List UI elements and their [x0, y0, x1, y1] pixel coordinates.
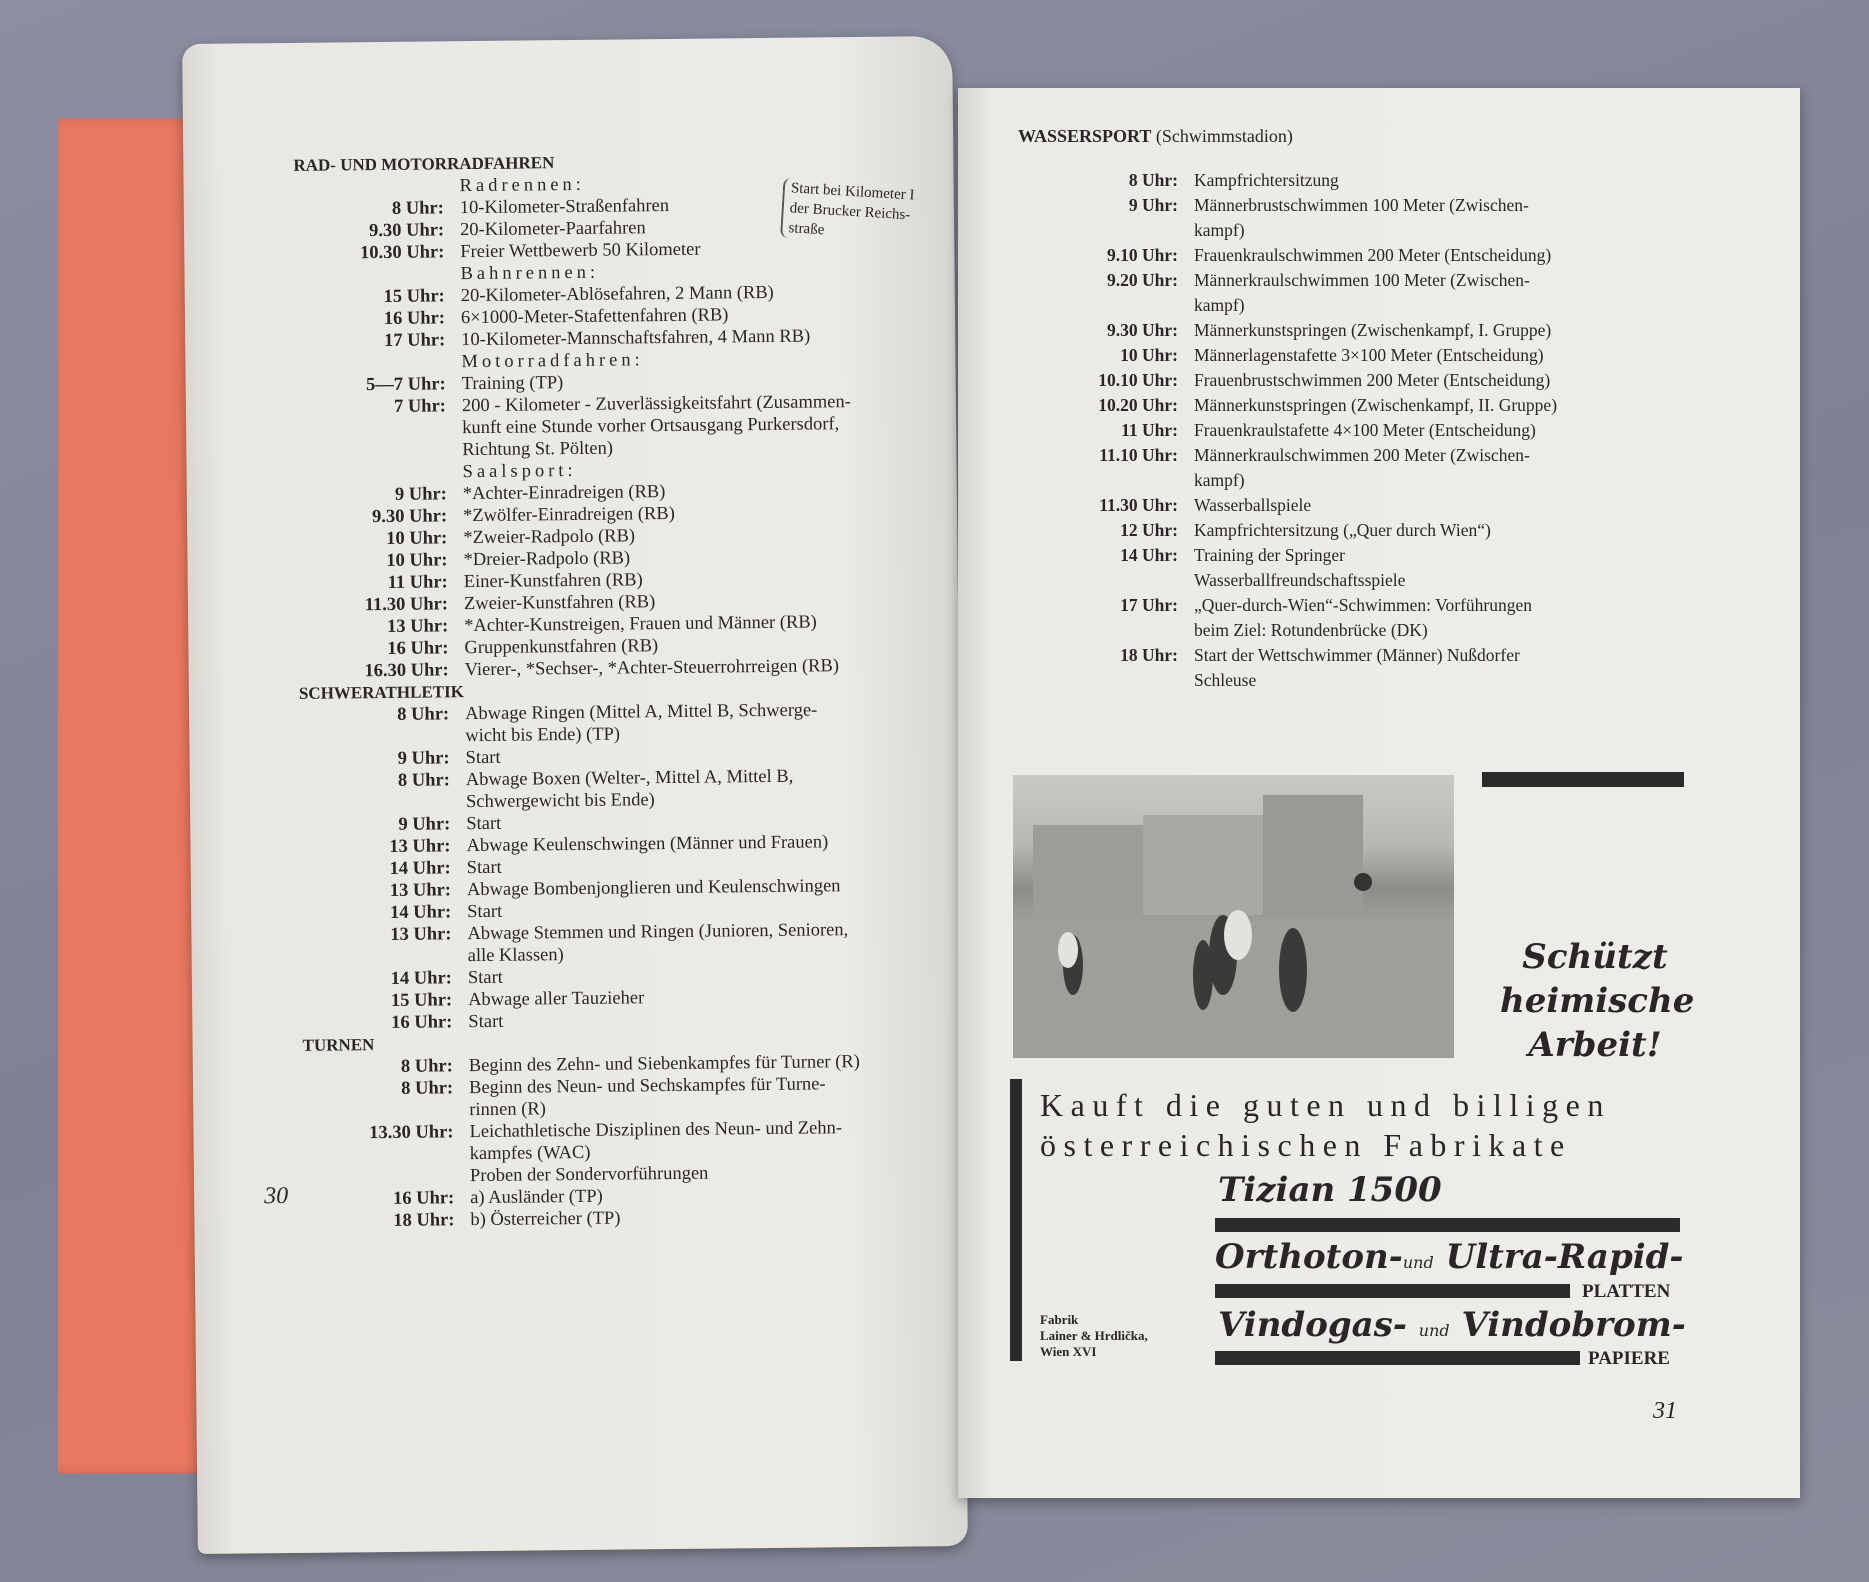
- ad-tagline: [1040, 1085, 1611, 1165]
- time-label: 9 Uhr:: [394, 484, 447, 505]
- tagline-line: österreichischen Fabrikate: [1040, 1127, 1572, 1163]
- football-scene-image: [1013, 775, 1454, 1058]
- time-label: [294, 263, 460, 287]
- brand-orthoton: Orthoton-: [1215, 1237, 1403, 1277]
- time-label: 9 Uhr:: [398, 814, 451, 835]
- time-label: [1018, 468, 1194, 493]
- event-text: *Achter-Einradreigen (RB): [462, 482, 666, 505]
- schedule-row: [1018, 593, 1557, 618]
- time-label: 10.30 Uhr:: [359, 242, 445, 264]
- event-text: Wasserballspiele: [1194, 495, 1312, 515]
- time-label: 13 Uhr:: [389, 836, 451, 857]
- time-label: 9.20 Uhr:: [1107, 270, 1178, 290]
- football-photo: [1013, 775, 1454, 1058]
- time-label: 14 Uhr:: [389, 858, 451, 879]
- time-label: 10.10 Uhr:: [1098, 370, 1178, 390]
- platten-label: PLATTEN: [1582, 1281, 1671, 1302]
- event-text: *Achter-Kunstreigen, Frauen und Männer (RB): [464, 612, 817, 637]
- time-label: 11 Uhr:: [387, 572, 448, 593]
- event-text: Vierer-, *Sechser-, *Achter-Steuerrohrreigen (RB): [464, 656, 840, 681]
- time-label: [1018, 293, 1194, 318]
- page-number: 31: [1653, 1398, 1677, 1424]
- schedule-row: [304, 1205, 861, 1233]
- start-note: [780, 178, 915, 246]
- time-label: 9 Uhr:: [1128, 195, 1178, 215]
- fabrik-line: Wien XVI: [1040, 1344, 1097, 1359]
- schedule-row: [1018, 343, 1557, 368]
- time-label: 14 Uhr:: [390, 968, 453, 989]
- time-label: 16 Uhr:: [392, 1188, 455, 1209]
- time-label: [303, 1099, 469, 1123]
- event-text: wicht bis Ende) (TP): [465, 724, 621, 747]
- time-label: 8 Uhr:: [1128, 170, 1178, 190]
- event-text: Abwage Bombenjonglieren und Keulenschwingen: [466, 876, 841, 901]
- event-text: Saalsport:: [462, 460, 577, 483]
- event-text: Start: [467, 901, 503, 923]
- event-text: Abwage aller Tauzieher: [468, 988, 645, 1011]
- event-text: Frauenkraulstafette 4×100 Meter (Entscheidung): [1194, 420, 1536, 440]
- schedule-row: [1018, 243, 1557, 268]
- tagline-line: Kauft die guten und billigen: [1040, 1087, 1611, 1123]
- schedule-row: [1018, 668, 1557, 693]
- time-label: 8 Uhr:: [400, 1056, 453, 1077]
- event-text: *Zweier-Radpolo (RB): [463, 526, 636, 549]
- event-text: kampfes (WAC): [469, 1142, 591, 1165]
- time-label: 14 Uhr:: [1120, 545, 1178, 565]
- event-text: 10-Kilometer-Mannschaftsfahren, 4 Mann RB): [461, 326, 811, 351]
- time-label: 11.10 Uhr:: [1099, 445, 1178, 465]
- decorative-bar: [1215, 1351, 1580, 1365]
- heading-title: WASSERSPORT: [1018, 126, 1152, 146]
- event-text: Start: [468, 1011, 504, 1033]
- event-text: Abwage Stemmen und Ringen (Junioren, Senioren,: [467, 920, 849, 945]
- schedule-row: [1018, 318, 1557, 343]
- event-text: Start: [467, 967, 503, 989]
- schedule-row: [1018, 393, 1557, 418]
- time-label: 10 Uhr:: [386, 528, 448, 549]
- time-label: [1018, 668, 1194, 693]
- event-text: Beginn des Neun- und Sechskampfes für Turne-: [468, 1074, 826, 1099]
- event-text: Freier Wettbewerb 50 Kilometer: [460, 239, 701, 263]
- event-text: „Quer-durch-Wien“-Schwimmen: Vorführungen: [1194, 595, 1532, 615]
- event-text: Start: [466, 813, 502, 835]
- time-label: 9 Uhr:: [397, 748, 450, 769]
- event-text: 200 - Kilometer - Zuverlässigkeitsfahrt (Zusammen-: [461, 392, 851, 417]
- event-text: Training (TP): [461, 373, 564, 395]
- time-label: 9.30 Uhr:: [371, 506, 448, 528]
- event-text: kunft eine Stunde vorher Ortsausgang Purkersdorf,: [462, 414, 840, 439]
- schedule-row: [1018, 618, 1557, 643]
- event-text: 6×1000-Meter-Stafettenfahren (RB): [460, 305, 729, 329]
- time-label: [295, 351, 461, 375]
- time-label: 11 Uhr:: [1121, 420, 1178, 440]
- slogan-line: heimische: [1500, 981, 1695, 1021]
- time-label: 5—7 Uhr:: [365, 374, 446, 396]
- slogan-line: Arbeit!: [1528, 1025, 1662, 1065]
- product-orthoton: [1215, 1237, 1684, 1277]
- time-label: 11.30 Uhr:: [364, 594, 449, 616]
- time-label: [1018, 618, 1194, 643]
- schedule-row: [1018, 268, 1557, 293]
- ad-slogan: [1500, 935, 1695, 1067]
- note-line: der Brucker Reichs-: [789, 200, 911, 224]
- papiere-label: PAPIERE: [1588, 1348, 1670, 1369]
- event-text: Abwage Ringen (Mittel A, Mittel B, Schwerge-: [465, 700, 818, 725]
- event-text: Radrennen:: [459, 174, 585, 197]
- event-text: Männerlagenstafette 3×100 Meter (Entscheidung): [1194, 345, 1544, 365]
- event-text: Einer-Kunstfahren (RB): [463, 570, 643, 593]
- time-label: 9.30 Uhr:: [1107, 320, 1178, 340]
- schedule-row: [1018, 218, 1557, 243]
- event-text: Frauenbrustschwimmen 200 Meter (Entscheidung): [1194, 370, 1551, 390]
- left-schedule: [293, 149, 861, 1233]
- time-label: [296, 417, 462, 441]
- time-label: [1018, 218, 1194, 243]
- time-label: [304, 1143, 470, 1167]
- event-text: kampf): [1194, 220, 1245, 240]
- right-schedule: [1018, 168, 1557, 693]
- time-label: 17 Uhr:: [383, 330, 446, 351]
- schedule-row: [1018, 568, 1557, 593]
- event-text: rinnen (R): [469, 1099, 546, 1121]
- schedule-row: [1018, 518, 1557, 543]
- event-text: Männerbrustschwimmen 100 Meter (Zwischen-: [1194, 195, 1529, 215]
- time-label: 16.30 Uhr:: [364, 660, 449, 682]
- time-label: 10 Uhr:: [1120, 345, 1178, 365]
- schedule-row: [1018, 168, 1557, 193]
- time-label: 8 Uhr:: [391, 198, 444, 219]
- event-text: b) Österreicher (TP): [470, 1208, 621, 1231]
- brand-vindobrom: Vindobrom-: [1461, 1305, 1686, 1345]
- event-text: Proben der Sondervorführungen: [469, 1163, 709, 1187]
- event-text: Start der Wettschwimmer (Männer) Nußdorfer: [1194, 645, 1520, 665]
- event-text: Richtung St. Pölten): [462, 438, 614, 461]
- time-label: 15 Uhr:: [390, 990, 453, 1011]
- brand-vindogas: Vindogas-: [1218, 1305, 1407, 1345]
- fabrik-line: Fabrik: [1040, 1312, 1079, 1327]
- event-text: Abwage Keulenschwingen (Männer und Frauen): [466, 832, 829, 857]
- time-label: [302, 945, 468, 969]
- event-text: Beginn des Zehn- und Siebenkampfes für Turner (R): [468, 1052, 860, 1077]
- schedule-row: [1018, 493, 1557, 518]
- event-text: Männerkunstspringen (Zwischenkampf, II. Gruppe): [1194, 395, 1558, 415]
- time-label: [299, 725, 465, 749]
- event-text: kampf): [1194, 470, 1245, 490]
- event-text: alle Klassen): [467, 945, 564, 967]
- time-label: 18 Uhr:: [393, 1210, 455, 1231]
- time-label: [297, 461, 463, 485]
- event-text: Kampfrichtersitzung („Quer durch Wien“): [1194, 520, 1491, 540]
- manufacturer-info: [1040, 1312, 1148, 1360]
- event-text: SCHWERATHLETIK: [298, 682, 465, 703]
- event-text: Gruppenkunstfahren (RB): [464, 636, 659, 659]
- time-label: 13 Uhr:: [389, 880, 452, 901]
- event-text: RAD- UND MOTORRADFAHREN: [293, 153, 555, 175]
- time-label: 13.30 Uhr:: [369, 1122, 454, 1144]
- decorative-bar: [1215, 1284, 1570, 1298]
- note-line: Start bei Kilometer I: [790, 180, 915, 204]
- schedule-row: [1018, 193, 1557, 218]
- event-text: Kampfrichtersitzung: [1194, 170, 1339, 190]
- ad-vertical-bar: [1010, 1079, 1022, 1361]
- time-label: 13 Uhr:: [390, 924, 452, 945]
- event-text: Männerkunstspringen (Zwischenkampf, I. Gruppe): [1194, 320, 1552, 340]
- time-label: 16 Uhr:: [387, 638, 449, 659]
- section-heading: [1018, 126, 1293, 147]
- event-text: *Zwölfer-Einradreigen (RB): [462, 503, 675, 527]
- note-line: straße: [788, 220, 825, 239]
- event-text: Schleuse: [1194, 670, 1257, 690]
- schedule-row: [1018, 293, 1557, 318]
- event-text: Männerkraulschwimmen 100 Meter (Zwischen-: [1194, 270, 1530, 290]
- time-label: 15 Uhr:: [383, 286, 445, 307]
- event-text: 20-Kilometer-Paarfahren: [459, 218, 646, 241]
- page-number: 30: [264, 1183, 289, 1210]
- event-text: *Dreier-Radpolo (RB): [463, 548, 631, 571]
- time-label: [300, 791, 466, 815]
- event-text: beim Ziel: Rotundenbrücke (DK): [1194, 620, 1428, 640]
- und-text: und: [1402, 1253, 1434, 1272]
- time-label: [1018, 568, 1194, 593]
- event-text: Leichathletische Disziplinen des Neun- und Zehn-: [469, 1118, 843, 1143]
- event-text: TURNEN: [302, 1035, 375, 1055]
- time-label: 8 Uhr:: [401, 1078, 454, 1099]
- event-text: Zweier-Kunstfahren (RB): [463, 592, 656, 615]
- event-text: Abwage Boxen (Welter-, Mittel A, Mittel B,: [465, 766, 794, 791]
- heading-note: (Schwimmstadion): [1155, 126, 1293, 146]
- event-text: Bahnrennen:: [460, 262, 600, 285]
- schedule-row: [1018, 443, 1557, 468]
- event-text: Männerkraulschwimmen 200 Meter (Zwischen-: [1194, 445, 1530, 465]
- event-text: a) Ausländer (TP): [470, 1186, 603, 1209]
- time-label: 16 Uhr:: [383, 308, 446, 329]
- brand-ultra-rapid: Ultra-Rapid-: [1445, 1237, 1684, 1277]
- schedule-row: [1018, 643, 1557, 668]
- time-label: 11.30 Uhr:: [1099, 495, 1178, 515]
- event-text: 10-Kilometer-Straßenfahren: [459, 195, 670, 219]
- event-text: Wasserballfreundschaftsspiele: [1194, 570, 1406, 590]
- schedule-row: [1018, 368, 1557, 393]
- time-label: 17 Uhr:: [1120, 595, 1178, 615]
- schedule-row: [1018, 468, 1557, 493]
- time-label: 18 Uhr:: [1120, 645, 1178, 665]
- event-text: Motorradfahren:: [461, 350, 644, 373]
- decorative-bar: [1482, 772, 1684, 787]
- time-label: 9.30 Uhr:: [368, 220, 445, 242]
- time-label: 10.20 Uhr:: [1098, 395, 1178, 415]
- time-label: 16 Uhr:: [391, 1012, 453, 1033]
- product-vindogas: [1218, 1305, 1686, 1345]
- time-label: 9.10 Uhr:: [1107, 245, 1178, 265]
- event-text: kampf): [1194, 295, 1245, 315]
- time-label: [296, 439, 462, 463]
- time-label: [294, 175, 460, 199]
- event-text: Start: [465, 747, 501, 769]
- event-text: Start: [466, 857, 502, 879]
- event-text: Schwergewicht bis Ende): [465, 790, 655, 813]
- schedule-row: [1018, 418, 1557, 443]
- time-label: 14 Uhr:: [389, 902, 452, 923]
- time-label: 8 Uhr:: [397, 770, 450, 791]
- decorative-bar: [1215, 1218, 1680, 1232]
- schedule-row: [1018, 543, 1557, 568]
- fabrik-line: Lainer & Hrdlička,: [1040, 1328, 1148, 1343]
- und-text: und: [1418, 1321, 1450, 1340]
- time-label: 10 Uhr:: [386, 550, 448, 571]
- product-tizian: Tizian 1500: [1218, 1170, 1442, 1210]
- time-label: 7 Uhr:: [393, 396, 447, 417]
- time-label: [304, 1165, 470, 1189]
- left-page: [182, 36, 968, 1554]
- event-text: 20-Kilometer-Ablösefahren, 2 Mann (RB): [460, 282, 774, 307]
- time-label: 13 Uhr:: [386, 616, 449, 637]
- event-text: Frauenkraulschwimmen 200 Meter (Entscheidung): [1194, 245, 1552, 265]
- slogan-line: Schützt: [1522, 937, 1668, 977]
- event-text: Training der Springer: [1194, 545, 1346, 565]
- time-label: 8 Uhr:: [397, 704, 450, 725]
- time-label: 12 Uhr:: [1120, 520, 1178, 540]
